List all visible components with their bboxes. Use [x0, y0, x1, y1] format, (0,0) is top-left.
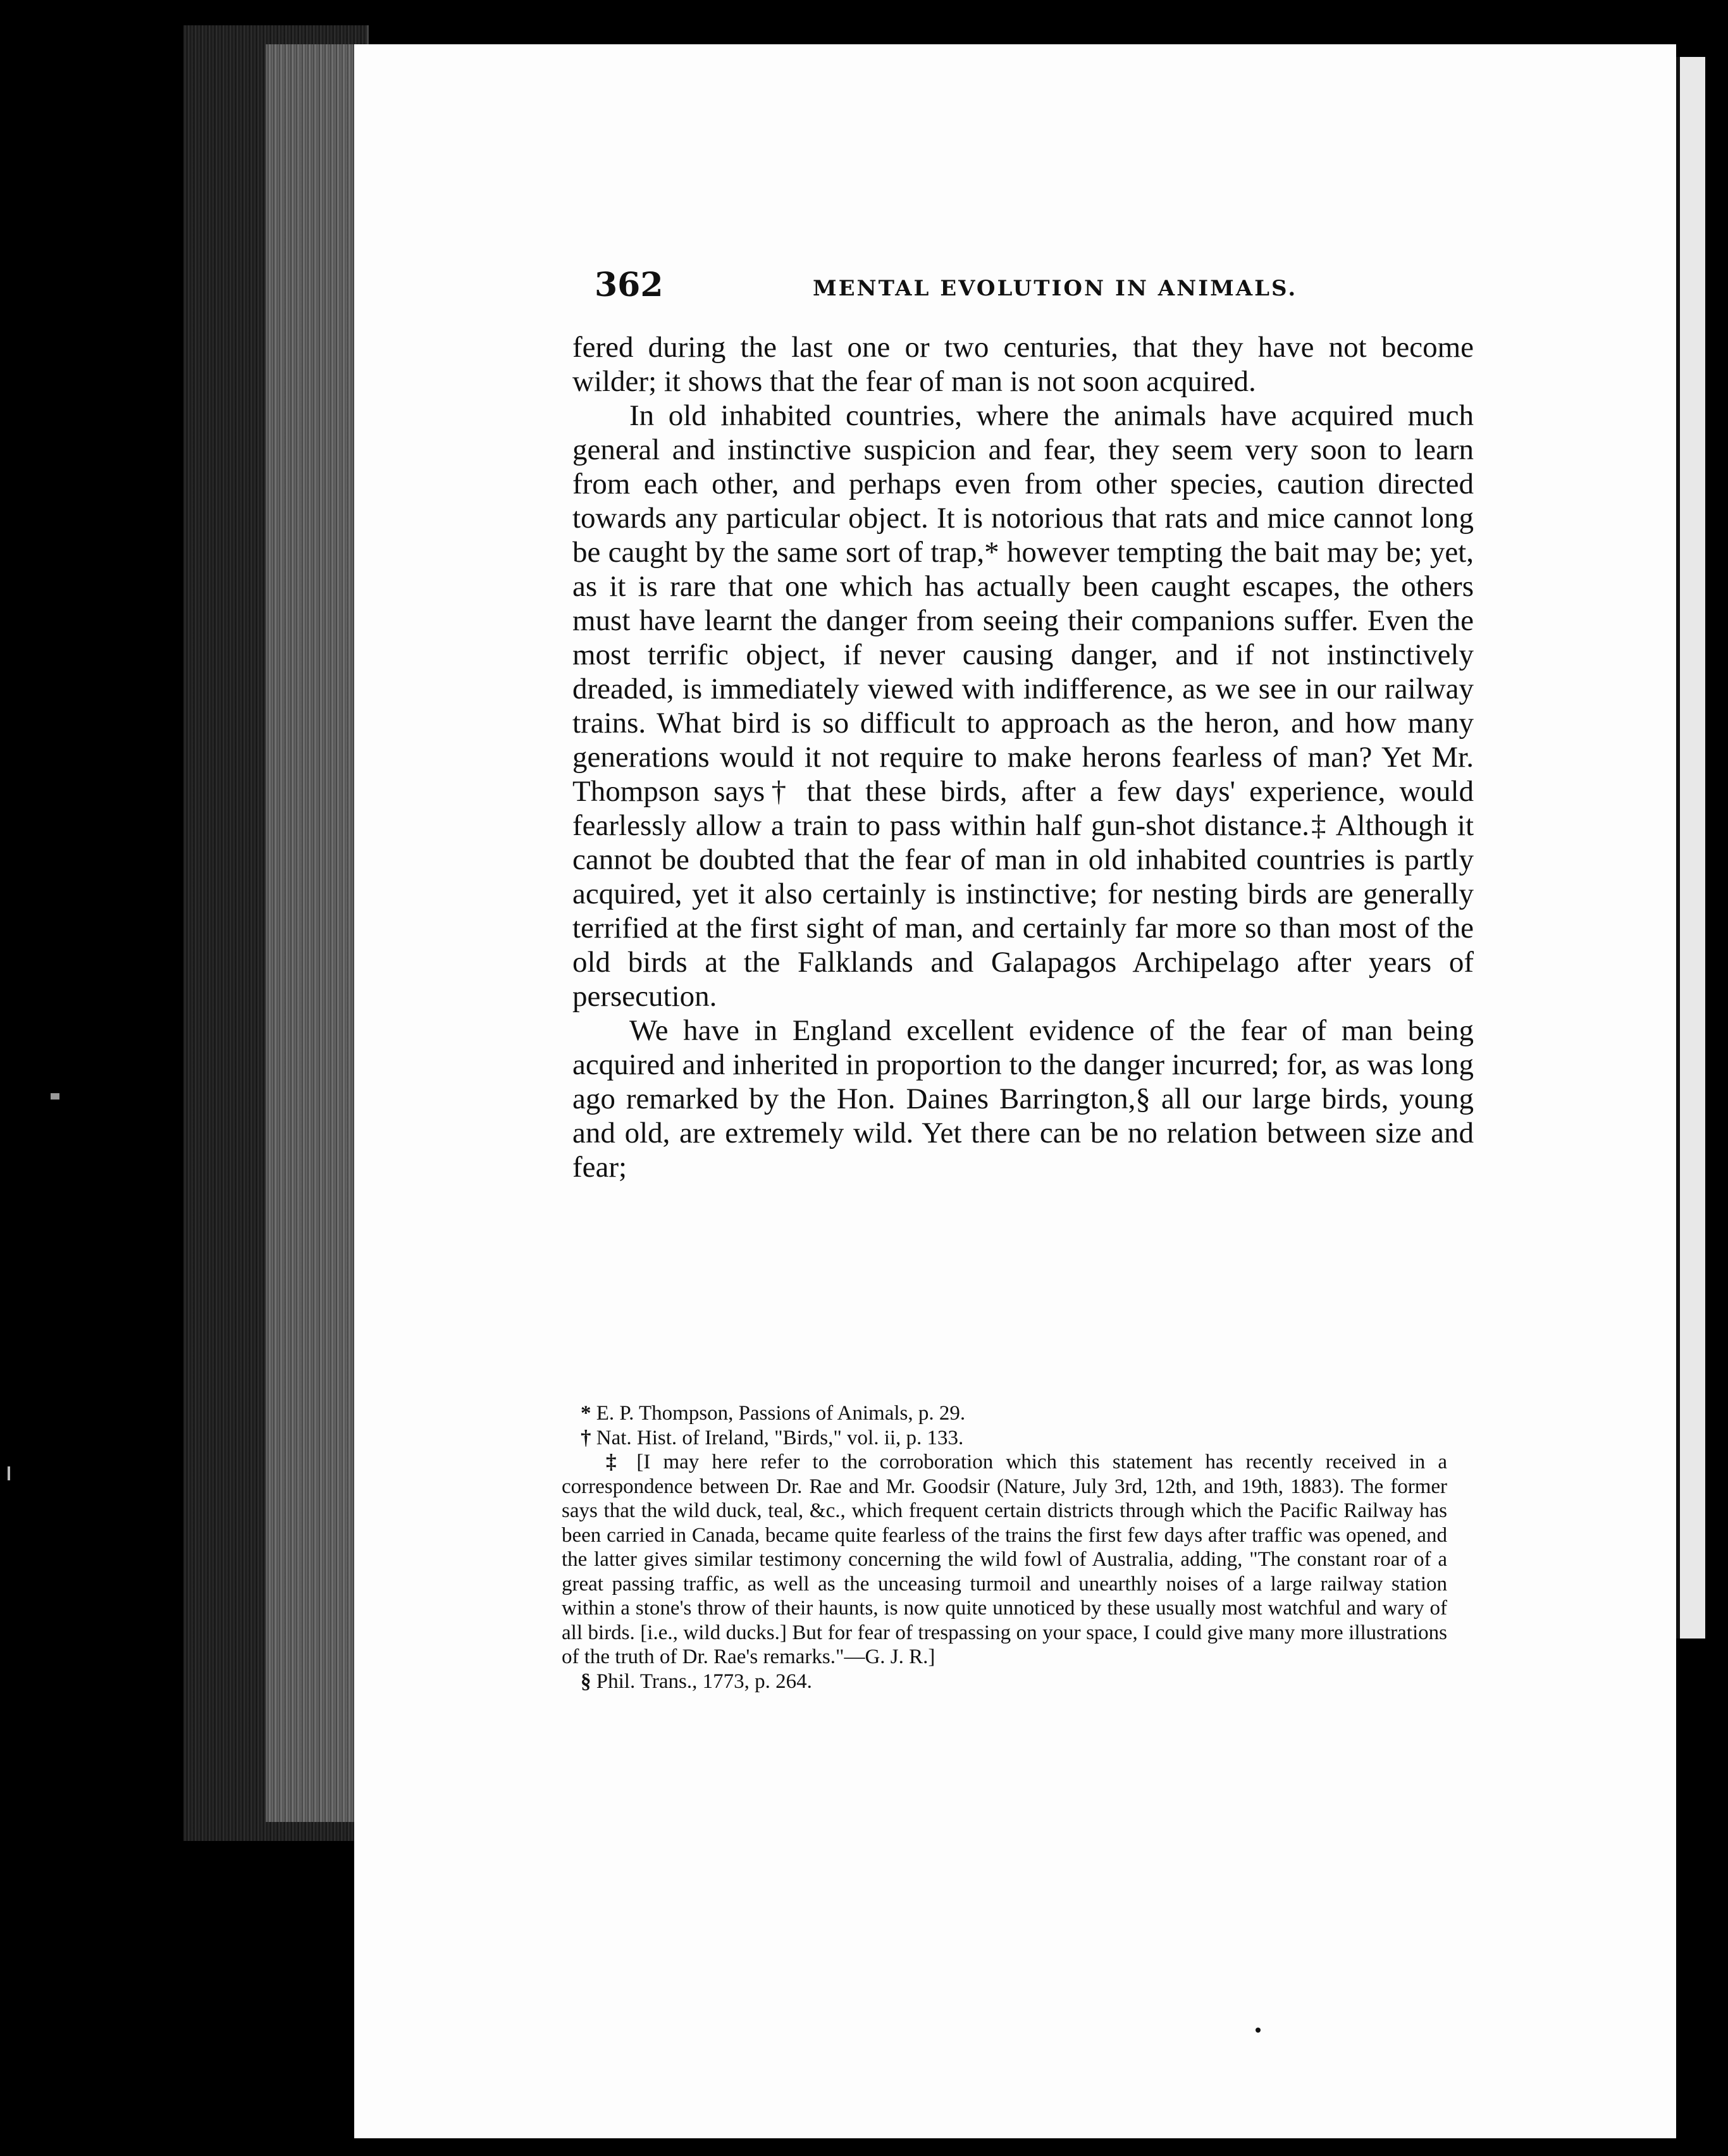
paragraph: fered during the last one or two centuries, that they have not become wilder; it shows that the fear of man is not soon acquired.	[572, 331, 1474, 398]
scan-speck	[8, 1466, 10, 1480]
page-header	[595, 266, 1316, 310]
footnote-mark: †	[581, 1426, 591, 1449]
footnote-mark: §	[581, 1670, 591, 1693]
running-head: MENTAL EVOLUTION IN ANIMALS.	[813, 276, 1298, 301]
scan-speck	[1256, 2028, 1261, 2033]
footnote-text: E. P. Thompson, Passions of Animals, p. 29.	[596, 1402, 966, 1425]
footnote	[562, 1450, 1447, 1670]
footnote-mark: ‡	[606, 1451, 624, 1473]
footnote	[562, 1426, 1447, 1451]
footnote-text: [I may here refer to the corroboration which this statement has recently received in a correspondence between Dr. Rae and Mr. Goodsir (Nature, July 3rd, 12th, and 19th, 1883). The former says that the wild duck, teal, &c., which frequent certain districts through which the Pacific Railway has been carried in Canada, became quite fearless of the trains the first few days after traffic was opened, and the latter gives similar testimony concerning the wild fowl of Australia, adding, "The constant roar of a great passing traffic, as well as the unceasing turmoil and unearthly noises of a large railway station within a stone's throw of their haunts, is now quite unnoticed by these usually most watchful and wary of all birds. [i.e., wild ducks.] But for fear of trespassing on your space, I could give many more illustrations of the truth of Dr. Rae's remarks."—G. J. R.]	[562, 1451, 1447, 1668]
footnote-text: Nat. Hist. of Ireland, "Birds," vol. ii, p. 133.	[596, 1426, 964, 1449]
footnotes	[562, 1401, 1447, 1694]
paragraph: In old inhabited countries, where the animals have acquired much general and instinctive suspicion and fear, they seem very soon to learn from each other, and perhaps even from other species, caution directed towards any particular object. It is notorious that rats and mice cannot long be caught by the same sort of trap,* however tempting the bait may be; yet, as it is rare that one which has actually been caught escapes, the others must have learnt the danger from seeing their companions suffer. Even the most terrific object, if never causing danger, and if not instinctively dreaded, is immediately viewed with indifference, as we see in our railway trains. What bird is so difficult to approach as the heron, and how many generations would it not require to make herons fearless of man? Yet Mr. Thompson says† that these birds, after a few days' experience, would fearlessly allow a train to pass within half gun-shot distance.‡ Although it cannot be doubted that the fear of man in old inhabited countries is partly acquired, yet it also certainly is instinctive; for nesting birds are generally terrified at the first sight of man, and certainly far more so than most of the old birds at the Falklands and Galapagos Archipelago after years of persecution.	[572, 399, 1474, 1013]
book-page-edges-highlight	[266, 44, 361, 1822]
footnote	[562, 1670, 1447, 1694]
footnote	[562, 1401, 1447, 1426]
scan-speck	[51, 1093, 59, 1100]
body-text	[572, 330, 1474, 1184]
paragraph: We have in England excellent evidence of the fear of man being acquired and inherited in proportion to the danger incurred; for, as was long ago remarked by the Hon. Daines Barrington,§ all our large birds, young and old, are extremely wild. Yet there can be no relation between size and fear;	[572, 1014, 1474, 1184]
facing-page-edge	[1676, 57, 1705, 1639]
page-number: 362	[595, 266, 663, 304]
footnote-mark: *	[581, 1402, 591, 1425]
footnote-text: Phil. Trans., 1773, p. 264.	[596, 1670, 812, 1693]
